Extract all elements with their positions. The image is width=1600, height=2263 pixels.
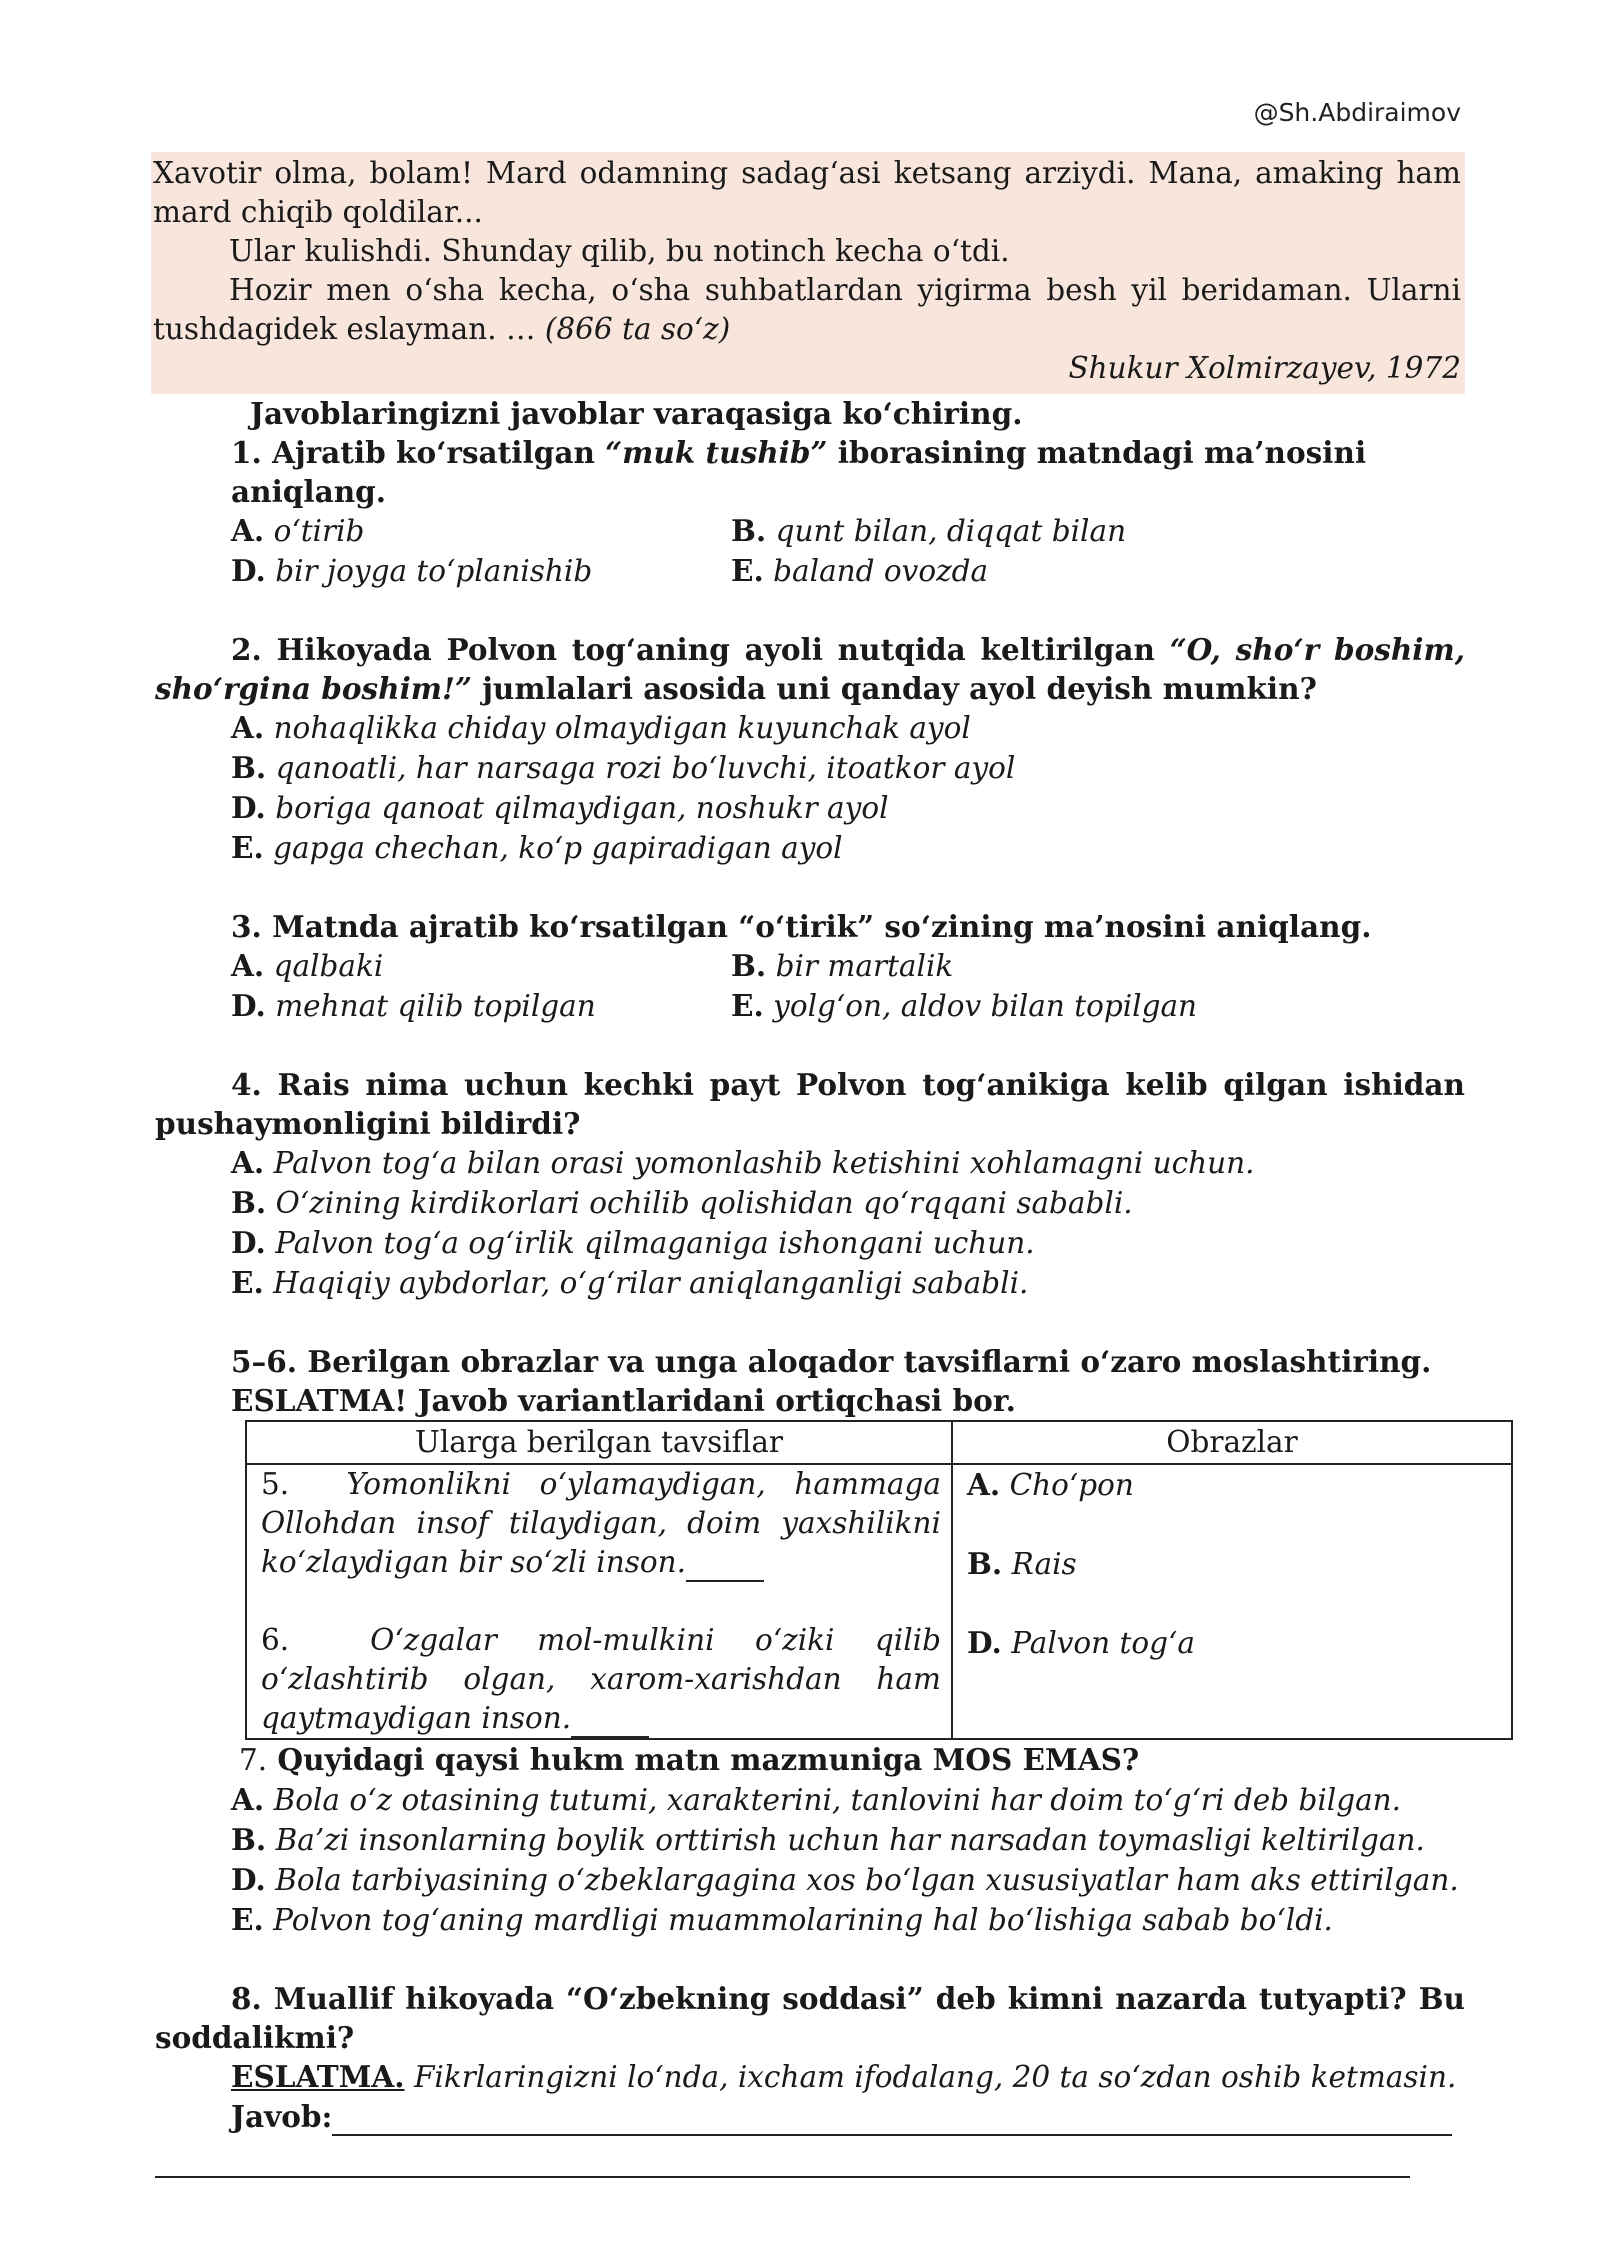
description-cell [246,1464,952,1739]
word-count: (866 ta so‘z) [544,312,731,346]
option-e[interactable]: E. yolg‘on, aldov bilan topilgan [731,988,1198,1023]
question-5-6: 5–6. Berilgan obrazlar va unga aloqador tavsiflarni o‘zaro moslashtiring. [231,1344,1432,1379]
question-8: 8. Muallif hikoyada “O‘zbekning soddasi” deb kimni nazarda tutyapti? Bu soddalikmi? [155,1981,1465,2055]
question-7: 7. Quyidagi qaysi hukm matn mazmuniga MOS EMAS? [239,1742,1140,1777]
option-b[interactable]: B. bir martalik [731,948,954,983]
description-5: 5. Yomonlikni o‘ylamaydigan, hammaga Ollohdan insof tilaydigan, doim yaxshilikni ko‘zlaydigan bir so‘zli inson. [261,1465,941,1582]
option-b[interactable]: B. qunt bilan, diqqat bilan [731,513,1127,548]
option-e[interactable]: E. gapga chechan, ko‘p gapiradigan ayol [231,830,843,865]
question-3: 3. Matnda ajratib ko‘rsatilgan “o‘tirik” so‘zining ma’nosini aniqlang. [231,909,1372,944]
answer-blank[interactable] [686,1550,764,1582]
passage-paragraph: Hozir men o‘sha kecha, o‘sha suhbatlardan yigirma besh yil beridaman. Ularni tushdagidek eslayman. … (866 ta so‘z) [153,273,1461,346]
option-e[interactable]: E. Haqiqiy aybdorlar, o‘g‘rilar aniqlanganligi sababli. [231,1265,1029,1300]
question-1: 1. Ajratib ko‘rsatilgan “muk tushib” iborasining matndagi ma’nosini aniqlang. [231,435,1367,509]
option-a[interactable]: A. nohaqlikka chiday olmaydigan kuyunchak ayol [231,710,971,745]
options-row [155,946,1465,986]
option-b[interactable]: B. Ba’zi insonlarning boylik orttirish uchun har narsadan toymasligi keltirilgan. [231,1822,1425,1857]
options-row [155,551,1465,591]
reading-passage [151,152,1465,394]
passage-paragraph: Ular kulishdi. Shunday qilib, bu notinch kecha o‘tdi. [229,234,1010,268]
options-row [155,511,1465,551]
option-a[interactable]: A. Palvon tog‘a bilan orasi yomonlashib ketishini xohlamagni uchun. [231,1145,1255,1180]
character-d[interactable]: D. Palvon tog‘a [967,1625,1196,1660]
answer-input-line[interactable] [155,2136,1410,2178]
description-6: 6. O‘zgalar mol-mulkini o‘ziki qilib o‘zlashtirib olgan, xarom-xarishdan ham qaytmaydigan inson. [261,1621,941,1738]
option-d[interactable]: D. Palvon tog‘a og‘irlik qilmaganiga ishongani uchun. [231,1225,1035,1260]
option-e[interactable]: E. baland ovozda [731,553,989,588]
question-note: ESLATMA. Fikrlaringizni lo‘nda, ixcham ifodalang, 20 ta so‘zdan oshib ketmasin. [231,2059,1457,2094]
table-header-descriptions: Ularga berilgan tavsiflar [246,1421,952,1464]
character-a[interactable]: A. Cho‘pon [967,1467,1134,1502]
option-e[interactable]: E. Polvon tog‘aning mardligi muammolarining hal bo‘lishiga sabab bo‘ldi. [231,1902,1333,1937]
option-d[interactable]: D. bir joyga to‘planishib [231,553,593,588]
question-2: 2. Hikoyada Polvon tog‘aning ayoli nutqida keltirilgan “O, sho‘r boshim, sho‘rgina boshim!” jumlalari asosida uni qanday ayol deyish mumkin? [155,632,1465,706]
answer-row: Javob: [155,2097,1465,2136]
answer-input-line[interactable] [332,2104,1452,2136]
question-note: ESLATMA! Javob variantlaridani ortiqchasi bor. [231,1383,1016,1418]
characters-cell [952,1464,1512,1739]
answer-blank[interactable] [571,1706,649,1738]
option-d[interactable]: D. boriga qanoat qilmaydigan, noshukr ayol [231,790,889,825]
author-handle: @Sh.Abdiraimov [1253,98,1461,127]
highlighted-phrase: “O, sho‘r boshim, sho‘rgina boshim!” [155,632,1465,706]
instruction: Javoblaringizni javoblar varaqasiga ko‘chiring. [250,396,1023,431]
option-a[interactable]: A. qalbaki [231,948,384,983]
highlighted-phrase: “muk tushib” [605,435,828,470]
character-b[interactable]: B. Rais [967,1546,1077,1581]
test-page [155,152,1465,2178]
option-d[interactable]: D. Bola tarbiyasining o‘zbeklargagina xos bo‘lgan xususiyatlar ham aks ettirilgan. [231,1862,1459,1897]
option-b[interactable]: B. qanoatli, har narsaga rozi bo‘luvchi, itoatkor ayol [231,750,1016,785]
passage-signature: Shukur Xolmirzayev, 1972 [1068,351,1461,385]
matching-table [245,1420,1513,1740]
table-header-characters: Obrazlar [952,1421,1512,1464]
option-a[interactable]: A. o‘tirib [231,513,365,548]
passage-paragraph: Xavotir olma, bolam! Mard odamning sadag‘asi ketsang arziydi. Mana, amaking ham mard chiqib qoldilar... [153,156,1461,229]
options-row [155,986,1465,1026]
option-b[interactable]: B. O‘zining kirdikorlari ochilib qolishidan qo‘rqqani sababli. [231,1185,1133,1220]
question-4: 4. Rais nima uchun kechki payt Polvon tog‘anikiga kelib qilgan ishidan pushaymonligini bildirdi? [155,1067,1465,1141]
option-d[interactable]: D. mehnat qilib topilgan [231,988,596,1023]
option-a[interactable]: A. Bola o‘z otasining tutumi, xarakterini, tanlovini har doim to‘g‘ri deb bilgan. [231,1782,1402,1817]
